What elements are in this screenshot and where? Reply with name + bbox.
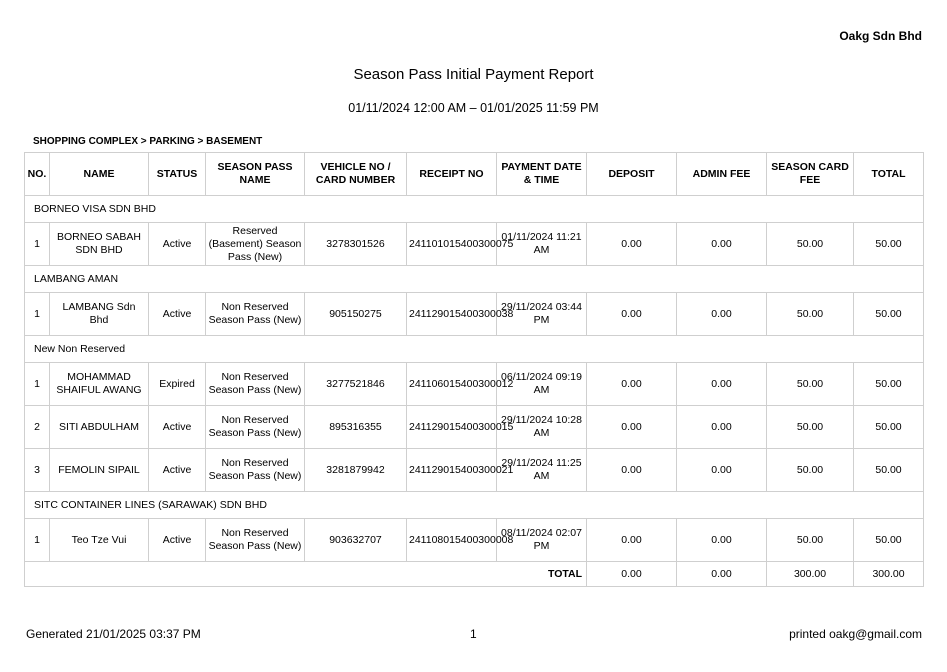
cell-payment-date: 29/11/2024 11:25 AM <box>497 449 587 492</box>
cell-no: 3 <box>25 449 50 492</box>
cell-admin-fee: 0.00 <box>677 406 767 449</box>
cell-payment-date: 08/11/2024 02:07 PM <box>497 519 587 562</box>
cell-vehicle-no: 895316355 <box>305 406 407 449</box>
cell-vehicle-no: 3281879942 <box>305 449 407 492</box>
cell-total: 50.00 <box>854 406 924 449</box>
cell-receipt-no: 241106015400300012 <box>407 363 497 406</box>
cell-name: BORNEO SABAH SDN BHD <box>50 223 149 266</box>
group-row <box>25 266 924 293</box>
cell-admin-fee: 0.00 <box>677 363 767 406</box>
printed-by: printed oakg@gmail.com <box>789 627 922 641</box>
cell-payment-date: 01/11/2024 11:21 AM <box>497 223 587 266</box>
cell-vehicle-no: 903632707 <box>305 519 407 562</box>
header-name: NAME <box>50 153 149 196</box>
cell-season-card-fee: 50.00 <box>767 363 854 406</box>
total-deposit: 0.00 <box>587 562 677 587</box>
cell-name: SITI ABDULHAM <box>50 406 149 449</box>
cell-total: 50.00 <box>854 363 924 406</box>
group-name: New Non Reserved <box>25 336 924 363</box>
cell-no: 1 <box>25 223 50 266</box>
header-receipt-no: RECEIPT NO <box>407 153 497 196</box>
group-name: BORNEO VISA SDN BHD <box>25 196 924 223</box>
cell-total: 50.00 <box>854 223 924 266</box>
header-deposit: DEPOSIT <box>587 153 677 196</box>
header-vehicle-no: VEHICLE NO / CARD NUMBER <box>305 153 407 196</box>
payment-table <box>24 152 924 587</box>
cell-vehicle-no: 905150275 <box>305 293 407 336</box>
cell-total: 50.00 <box>854 449 924 492</box>
report-date-range: 01/11/2024 12:00 AM – 01/01/2025 11:59 PM <box>348 101 599 115</box>
cell-season-card-fee: 50.00 <box>767 293 854 336</box>
company-name: Oakg Sdn Bhd <box>839 29 922 43</box>
cell-name: FEMOLIN SIPAIL <box>50 449 149 492</box>
cell-season-pass-name: Non Reserved Season Pass (New) <box>206 449 305 492</box>
cell-status: Active <box>149 223 206 266</box>
cell-admin-fee: 0.00 <box>677 449 767 492</box>
report-title: Season Pass Initial Payment Report <box>353 66 594 83</box>
page-number: 1 <box>470 627 477 641</box>
cell-deposit: 0.00 <box>587 519 677 562</box>
total-admin-fee: 0.00 <box>677 562 767 587</box>
cell-deposit: 0.00 <box>587 449 677 492</box>
generated-timestamp: Generated 21/01/2025 03:37 PM <box>26 627 201 641</box>
cell-payment-date: 06/11/2024 09:19 AM <box>497 363 587 406</box>
cell-no: 1 <box>25 363 50 406</box>
totals-label: TOTAL <box>25 562 587 587</box>
cell-name: Teo Tze Vui <box>50 519 149 562</box>
table-row <box>25 223 924 266</box>
table-row <box>25 519 924 562</box>
cell-receipt-no: 241101015400300075 <box>407 223 497 266</box>
table-body <box>25 196 924 587</box>
cell-payment-date: 29/11/2024 10:28 AM <box>497 406 587 449</box>
cell-season-pass-name: Non Reserved Season Pass (New) <box>206 519 305 562</box>
cell-total: 50.00 <box>854 519 924 562</box>
header-payment-date: PAYMENT DATE & TIME <box>497 153 587 196</box>
cell-status: Active <box>149 406 206 449</box>
cell-receipt-no: 241129015400300038 <box>407 293 497 336</box>
cell-admin-fee: 0.00 <box>677 519 767 562</box>
breadcrumb: SHOPPING COMPLEX > PARKING > BASEMENT <box>33 136 263 147</box>
cell-no: 2 <box>25 406 50 449</box>
cell-season-pass-name: Non Reserved Season Pass (New) <box>206 363 305 406</box>
total-grand: 300.00 <box>854 562 924 587</box>
header-no: NO. <box>25 153 50 196</box>
cell-vehicle-no: 3278301526 <box>305 223 407 266</box>
group-row <box>25 336 924 363</box>
cell-receipt-no: 241129015400300015 <box>407 406 497 449</box>
header-season-pass-name: SEASON PASS NAME <box>206 153 305 196</box>
cell-payment-date: 29/11/2024 03:44 PM <box>497 293 587 336</box>
header-season-card-fee: SEASON CARD FEE <box>767 153 854 196</box>
cell-season-card-fee: 50.00 <box>767 449 854 492</box>
cell-admin-fee: 0.00 <box>677 293 767 336</box>
cell-season-pass-name: Reserved (Basement) Season Pass (New) <box>206 223 305 266</box>
cell-receipt-no: 241108015400300008 <box>407 519 497 562</box>
cell-total: 50.00 <box>854 293 924 336</box>
group-name: SITC CONTAINER LINES (SARAWAK) SDN BHD <box>25 492 924 519</box>
cell-deposit: 0.00 <box>587 406 677 449</box>
cell-season-pass-name: Non Reserved Season Pass (New) <box>206 293 305 336</box>
cell-no: 1 <box>25 519 50 562</box>
table-header-row <box>25 153 924 196</box>
cell-season-pass-name: Non Reserved Season Pass (New) <box>206 406 305 449</box>
cell-season-card-fee: 50.00 <box>767 223 854 266</box>
cell-deposit: 0.00 <box>587 363 677 406</box>
cell-name: LAMBANG Sdn Bhd <box>50 293 149 336</box>
cell-no: 1 <box>25 293 50 336</box>
cell-receipt-no: 241129015400300021 <box>407 449 497 492</box>
group-row <box>25 196 924 223</box>
table-row <box>25 406 924 449</box>
cell-deposit: 0.00 <box>587 293 677 336</box>
header-total: TOTAL <box>854 153 924 196</box>
header-admin-fee: ADMIN FEE <box>677 153 767 196</box>
cell-status: Active <box>149 449 206 492</box>
cell-status: Active <box>149 519 206 562</box>
cell-status: Active <box>149 293 206 336</box>
cell-admin-fee: 0.00 <box>677 223 767 266</box>
cell-vehicle-no: 3277521846 <box>305 363 407 406</box>
table-row <box>25 293 924 336</box>
group-row <box>25 492 924 519</box>
cell-deposit: 0.00 <box>587 223 677 266</box>
cell-status: Expired <box>149 363 206 406</box>
total-season-card-fee: 300.00 <box>767 562 854 587</box>
table-row <box>25 363 924 406</box>
cell-season-card-fee: 50.00 <box>767 519 854 562</box>
group-name: LAMBANG AMAN <box>25 266 924 293</box>
totals-row <box>25 562 924 587</box>
cell-season-card-fee: 50.00 <box>767 406 854 449</box>
cell-name: MOHAMMAD SHAIFUL AWANG <box>50 363 149 406</box>
table-row <box>25 449 924 492</box>
header-status: STATUS <box>149 153 206 196</box>
